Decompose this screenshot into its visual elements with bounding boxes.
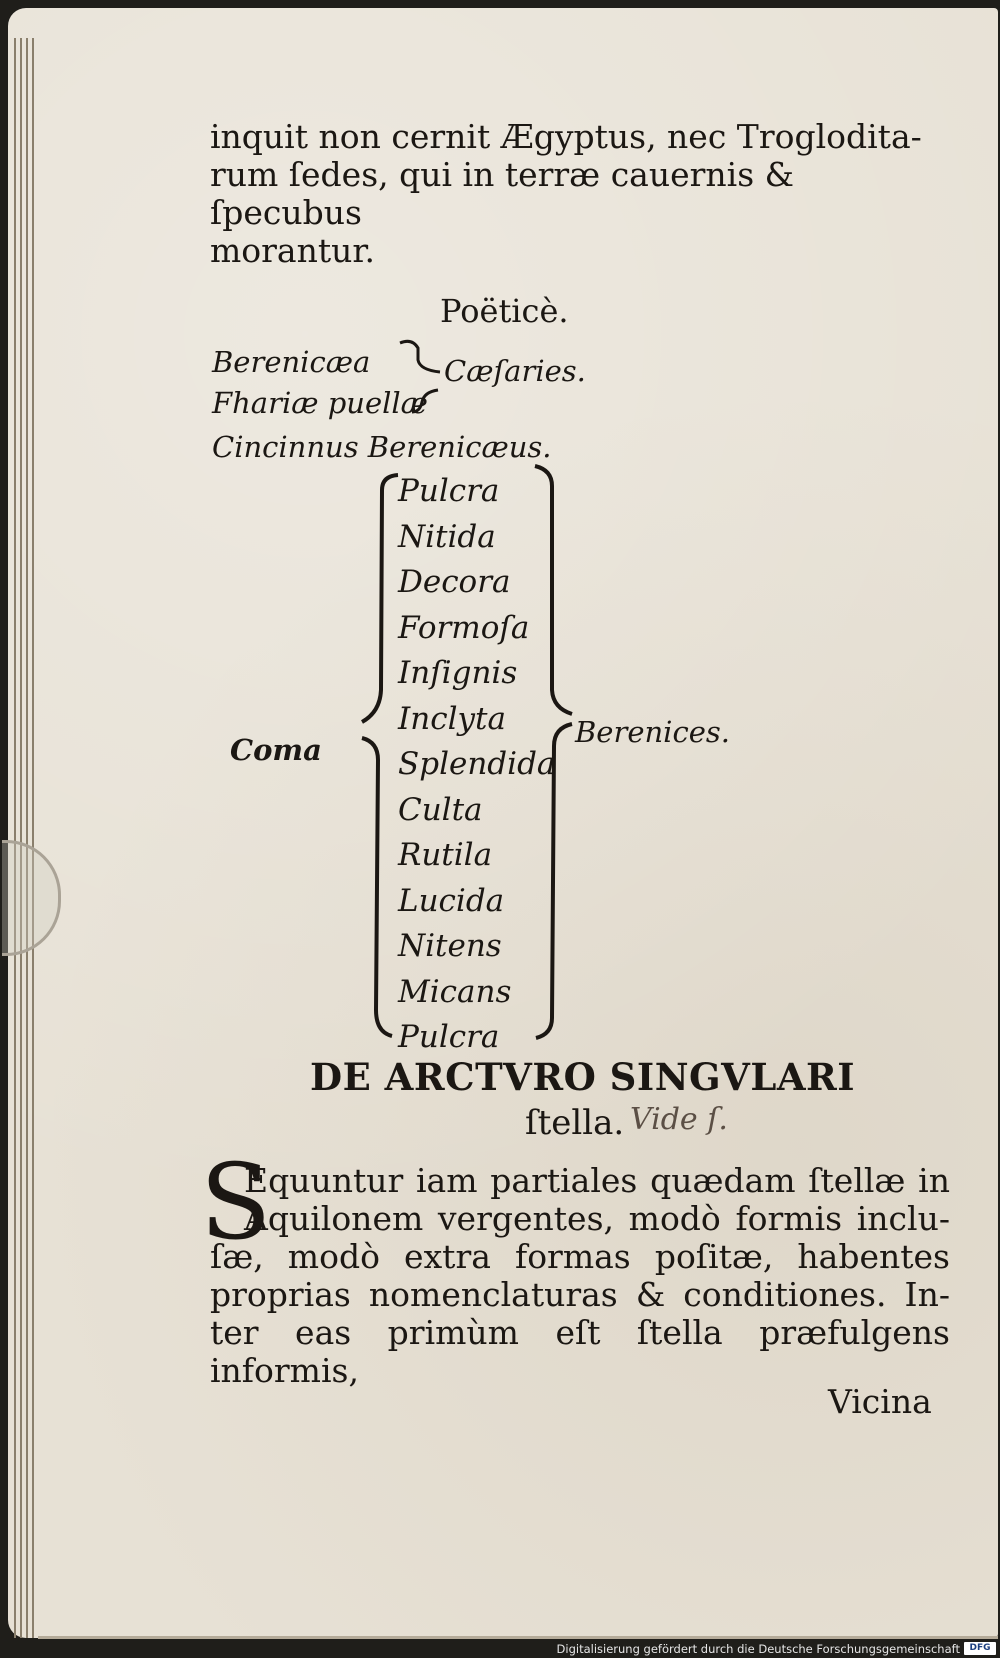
coma-label: Coma xyxy=(230,733,322,767)
adjective-item: Formoſa xyxy=(398,609,530,646)
text-line: inquit non cernit Ægyptus, nec Troglodita- xyxy=(210,117,922,156)
name-phariae-puellae: Fhariæ puellæ xyxy=(212,386,428,420)
section-heading-line2: ſtella. xyxy=(525,1103,625,1143)
text-line: proprias nomenclaturas & conditiones. In- xyxy=(210,1275,950,1314)
name-berenicaea: Berenicæa xyxy=(212,345,371,379)
funding-credit: Digitalisierung gefördert durch die Deutsche Forschungsgemeinschaft xyxy=(556,1642,960,1656)
text-line: ter eas primùm eſt ſtella præfulgens informis, xyxy=(210,1313,950,1390)
main-paragraph xyxy=(210,1162,950,1390)
adjective-item: Pulcra xyxy=(398,1019,500,1055)
catchword: Vicina xyxy=(828,1382,932,1421)
adjective-item: Nitens xyxy=(398,928,502,964)
name-caesaries: Cæſaries. xyxy=(444,354,586,388)
adjective-item: Micans xyxy=(398,973,512,1010)
right-brace-lower xyxy=(536,724,572,1038)
text-line: Equuntur iam partiales quædam ſtellæ in xyxy=(244,1161,950,1200)
adjective-item: Rutila xyxy=(398,837,493,873)
adjective-item: Lucida xyxy=(398,882,505,919)
adjective-item: Decora xyxy=(398,564,511,600)
section-heading: DE ARCTVRO SINGVLARI xyxy=(310,1055,856,1099)
text-line: ſæ, modò extra formas poſitæ, habentes xyxy=(210,1237,950,1276)
text-line: Aquilonem vergentes, modò formis inclu- xyxy=(244,1199,950,1238)
diagram-title: Poëticè. xyxy=(440,292,569,330)
adjective-item: Pulcra xyxy=(398,473,500,509)
adjective-item: Splendida xyxy=(398,746,556,782)
name-cincinnus: Cincinnus Berenicæus. xyxy=(212,430,552,464)
small-brace-bottom xyxy=(412,390,438,412)
small-brace-top xyxy=(400,341,440,372)
adjective-item: Nitida xyxy=(398,518,496,555)
dfg-logo-icon: DFG xyxy=(964,1642,996,1655)
right-brace-upper xyxy=(535,466,572,714)
handwritten-note: Vide ſ. xyxy=(630,1102,728,1137)
berenices-label: Berenices. xyxy=(575,715,730,749)
footer-bar xyxy=(0,1640,1000,1658)
text-line: rum ſedes, qui in terræ cauernis & ſpecubus xyxy=(210,155,795,232)
adjective-item: Culta xyxy=(398,791,483,828)
text-line: morantur. xyxy=(210,231,376,270)
left-brace-upper xyxy=(362,475,398,722)
adjective-item: Inclyta xyxy=(398,700,506,737)
left-brace-lower xyxy=(362,738,392,1036)
drop-cap: S xyxy=(200,1141,272,1263)
adjective-item: Inſignis xyxy=(398,655,518,691)
